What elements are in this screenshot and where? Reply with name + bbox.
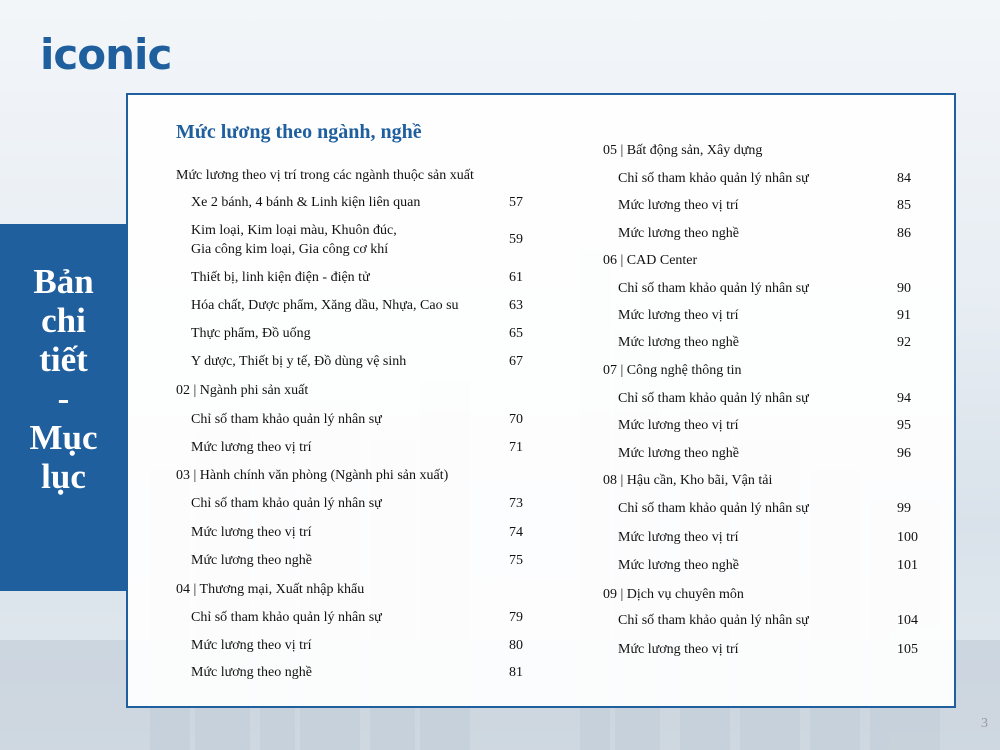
- toc-page-number: 63: [509, 298, 523, 313]
- toc-page-number: 73: [509, 496, 523, 511]
- toc-page-number: 61: [509, 270, 523, 285]
- toc-section-heading[interactable]: 06 | CAD Center: [603, 253, 698, 268]
- toc-entry[interactable]: Mức lương theo vị trí: [618, 198, 739, 213]
- toc-section-heading[interactable]: 03 | Hành chính văn phòng (Ngành phi sản xuất): [176, 468, 449, 483]
- toc-entry[interactable]: Mức lương theo vị trí: [618, 642, 739, 657]
- toc-entry[interactable]: Mức lương theo vị trí: [618, 418, 739, 433]
- section-title-line: chi: [41, 301, 86, 340]
- toc-entry[interactable]: Chỉ số tham khảo quản lý nhân sự: [191, 496, 382, 511]
- toc-entry[interactable]: Chỉ số tham khảo quản lý nhân sự: [618, 613, 809, 628]
- toc-entry[interactable]: Hóa chất, Dược phẩm, Xăng dầu, Nhựa, Cao su: [191, 298, 459, 313]
- section-title: [0, 262, 127, 496]
- toc-page-number: 91: [897, 308, 911, 323]
- toc-entry-continuation: Gia công kim loại, Gia công cơ khí: [191, 242, 389, 257]
- toc-page-number: 84: [897, 171, 911, 186]
- toc-entry[interactable]: Mức lương theo nghề: [191, 553, 312, 568]
- toc-entry[interactable]: Thực phẩm, Đồ uống: [191, 326, 311, 341]
- toc-section-heading[interactable]: 07 | Công nghệ thông tin: [603, 363, 742, 378]
- toc-entry[interactable]: Mức lương theo nghề: [191, 665, 312, 680]
- toc-page-number: 70: [509, 412, 523, 427]
- toc-page-number: 65: [509, 326, 523, 341]
- toc-entry[interactable]: Mức lương theo nghề: [618, 446, 739, 461]
- toc-page-number: 105: [897, 642, 918, 657]
- section-title-line: Bản: [33, 262, 94, 301]
- toc-page-number: 67: [509, 354, 523, 369]
- toc-page-number: 99: [897, 501, 911, 516]
- section-title-line: Mục: [29, 418, 98, 457]
- toc-entry[interactable]: Mức lương theo vị trí: [191, 440, 312, 455]
- toc-entry[interactable]: Chỉ số tham khảo quản lý nhân sự: [618, 281, 809, 296]
- toc-page-number: 100: [897, 530, 918, 545]
- toc-entry[interactable]: Mức lương theo vị trí: [618, 308, 739, 323]
- section-title-line: lục: [41, 457, 86, 496]
- toc-section-heading[interactable]: 05 | Bất động sản, Xây dựng: [603, 143, 763, 158]
- slide-number: 3: [981, 716, 988, 731]
- toc-entry[interactable]: Chỉ số tham khảo quản lý nhân sự: [191, 412, 382, 427]
- toc-entry[interactable]: Kim loại, Kim loại màu, Khuôn đúc,: [191, 223, 397, 238]
- toc-entry[interactable]: Mức lương theo vị trí: [191, 638, 312, 653]
- toc-entry[interactable]: Mức lương theo nghề: [618, 558, 739, 573]
- toc-page-number: 96: [897, 446, 911, 461]
- toc-section-heading[interactable]: 04 | Thương mại, Xuất nhập khẩu: [176, 582, 365, 597]
- toc-page-number: 92: [897, 335, 911, 350]
- toc-entry[interactable]: Chỉ số tham khảo quản lý nhân sự: [191, 610, 382, 625]
- toc-entry[interactable]: Mức lương theo vị trí: [191, 525, 312, 540]
- toc-page-number: 79: [509, 610, 523, 625]
- toc-heading: Mức lương theo ngành, nghề: [176, 121, 422, 143]
- toc-page-number: 74: [509, 525, 523, 540]
- toc-section-heading[interactable]: Mức lương theo vị trí trong các ngành thuộc sản xuất: [176, 168, 474, 183]
- toc-page-number: 90: [897, 281, 911, 296]
- section-title-line: -: [57, 379, 70, 418]
- toc-section-heading[interactable]: 09 | Dịch vụ chuyên môn: [603, 587, 744, 602]
- toc-page-number: 80: [509, 638, 523, 653]
- toc-page-number: 104: [897, 613, 918, 628]
- toc-page-number: 81: [509, 665, 523, 680]
- toc-page-number: 59: [509, 232, 523, 247]
- toc-section-heading[interactable]: 02 | Ngành phi sản xuất: [176, 383, 309, 398]
- toc-page-number: 75: [509, 553, 523, 568]
- toc-page-number: 85: [897, 198, 911, 213]
- toc-section-heading[interactable]: 08 | Hậu cần, Kho bãi, Vận tải: [603, 473, 773, 488]
- toc-entry[interactable]: Mức lương theo nghề: [618, 226, 739, 241]
- toc-entry[interactable]: Y dược, Thiết bị y tế, Đồ dùng vệ sinh: [191, 354, 407, 369]
- section-title-line: tiết: [39, 340, 88, 379]
- toc-page-number: 86: [897, 226, 911, 241]
- toc-page-number: 71: [509, 440, 523, 455]
- toc-entry[interactable]: Chỉ số tham khảo quản lý nhân sự: [618, 391, 809, 406]
- toc-page-number: 57: [509, 195, 523, 210]
- toc-entry[interactable]: Chỉ số tham khảo quản lý nhân sự: [618, 501, 809, 516]
- toc-page-number: 94: [897, 391, 911, 406]
- iconic-logo: iconic: [40, 30, 172, 79]
- toc-entry[interactable]: Thiết bị, linh kiện điện - điện tử: [191, 270, 370, 285]
- toc-entry[interactable]: Xe 2 bánh, 4 bánh & Linh kiện liên quan: [191, 195, 421, 210]
- toc-entry[interactable]: Mức lương theo nghề: [618, 335, 739, 350]
- toc-page-number: 95: [897, 418, 911, 433]
- toc-page-number: 101: [897, 558, 918, 573]
- toc-entry[interactable]: Chỉ số tham khảo quản lý nhân sự: [618, 171, 809, 186]
- toc-entry[interactable]: Mức lương theo vị trí: [618, 530, 739, 545]
